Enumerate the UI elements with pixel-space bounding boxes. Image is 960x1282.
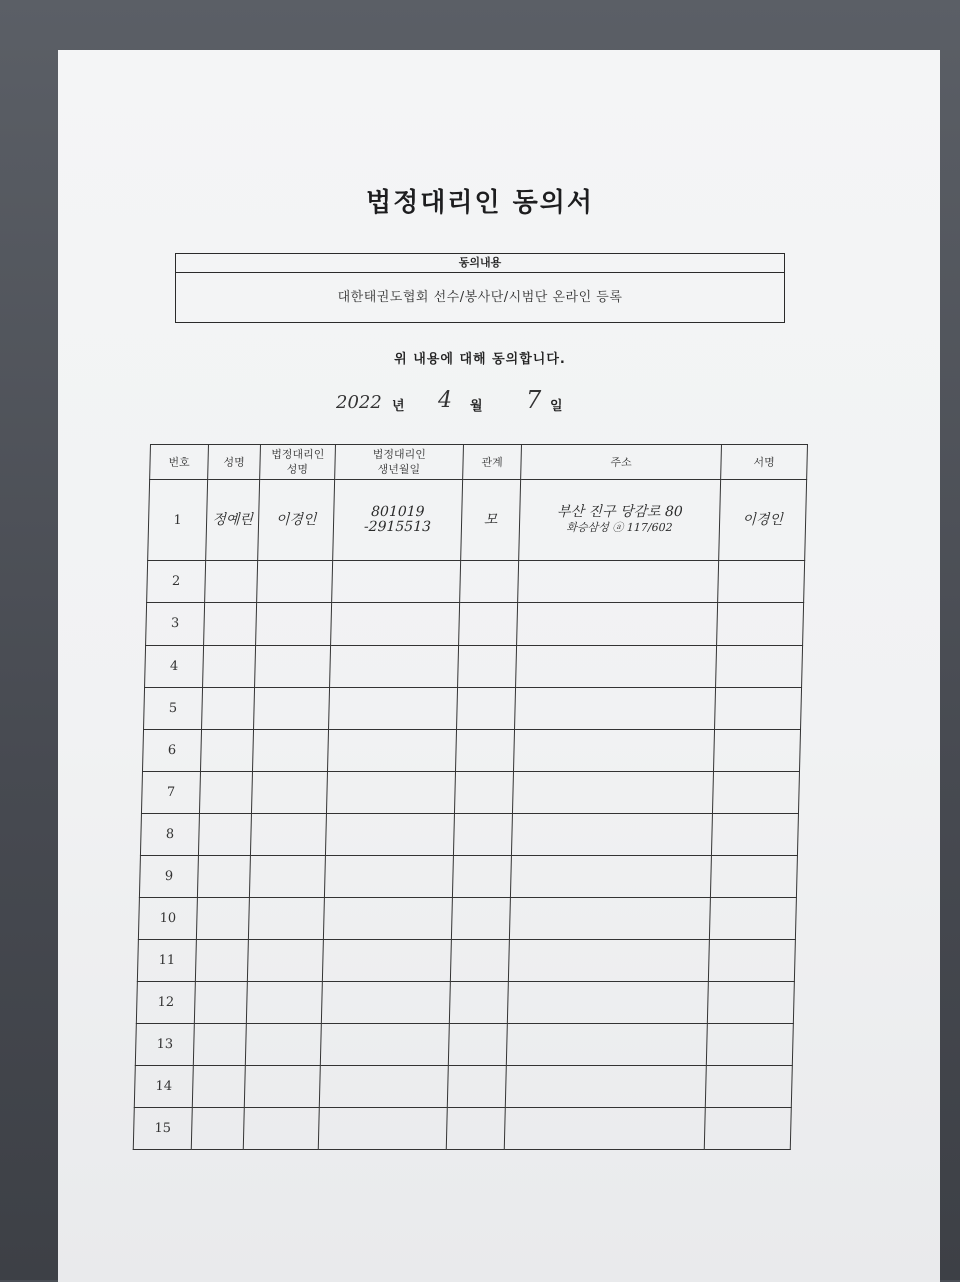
empty-cell <box>192 1065 245 1107</box>
consent-box <box>175 253 785 323</box>
document-title: 법정대리인 동의서 <box>366 188 594 218</box>
table-header-row <box>150 445 808 480</box>
header-relation: 관계 <box>463 445 522 480</box>
consent-body: 대한태권도협회 선수/봉사단/시범단 온라인 등록 <box>337 290 623 305</box>
row-number: 2 <box>147 561 206 603</box>
empty-cell <box>321 981 450 1023</box>
empty-cell <box>460 561 519 603</box>
empty-cell <box>197 855 250 897</box>
empty-cell <box>451 897 510 939</box>
date-day-unit: 일 <box>550 399 563 414</box>
empty-cell <box>253 729 329 771</box>
empty-cell <box>331 603 460 645</box>
empty-cell <box>193 1023 246 1065</box>
consent-header: 동의내용 <box>176 254 784 273</box>
empty-cell <box>322 939 451 981</box>
empty-cell <box>318 1107 447 1149</box>
participant-name-handwritten: 정예린 <box>206 480 260 561</box>
row-number: 8 <box>140 813 199 855</box>
address-line2: 화승삼성 ⓐ 117/602 <box>566 521 673 535</box>
date-day-handwritten: 7 <box>526 386 542 414</box>
empty-cell <box>249 855 325 897</box>
empty-cell <box>247 939 323 981</box>
table-row <box>133 1107 791 1149</box>
empty-cell <box>446 1107 505 1149</box>
empty-cell <box>718 561 805 603</box>
empty-cell <box>243 1107 319 1149</box>
table-row <box>140 813 798 855</box>
empty-cell <box>505 1065 706 1107</box>
empty-cell <box>251 771 327 813</box>
empty-cell <box>328 729 457 771</box>
empty-cell <box>515 687 716 729</box>
empty-cell <box>459 603 518 645</box>
empty-cell <box>710 855 797 897</box>
empty-cell <box>245 1023 321 1065</box>
row-number: 12 <box>136 981 195 1023</box>
empty-cell <box>257 561 333 603</box>
header-address: 주소 <box>521 445 722 480</box>
empty-cell <box>320 1023 449 1065</box>
empty-cell <box>319 1065 448 1107</box>
row-number: 15 <box>133 1107 192 1149</box>
header-no: 번호 <box>150 445 209 480</box>
empty-cell <box>458 645 517 687</box>
table-row <box>138 897 796 939</box>
empty-cell <box>457 687 516 729</box>
empty-cell <box>203 645 256 687</box>
row-number: 4 <box>145 645 204 687</box>
empty-cell <box>202 687 255 729</box>
empty-cell <box>453 813 512 855</box>
header-signature: 서명 <box>721 445 808 480</box>
table-row <box>137 939 795 981</box>
date-year-handwritten: 2022 <box>336 392 382 413</box>
date-year-unit: 년 <box>392 399 405 414</box>
row-number: 5 <box>144 687 203 729</box>
table-row <box>144 687 802 729</box>
empty-cell <box>717 603 804 645</box>
empty-cell <box>511 813 712 855</box>
row-number: 1 <box>148 480 208 561</box>
empty-cell <box>204 603 257 645</box>
guardian-birth-line2: -2915513 <box>363 519 432 536</box>
empty-cell <box>191 1107 244 1149</box>
empty-cell <box>246 981 322 1023</box>
date-month-handwritten: 4 <box>438 388 452 413</box>
empty-cell <box>330 645 459 687</box>
table-row <box>145 645 803 687</box>
address-line1: 부산 진구 당감로 80 <box>556 504 683 521</box>
empty-cell <box>711 813 798 855</box>
empty-cell <box>704 1107 791 1149</box>
empty-cell <box>255 645 331 687</box>
table-row <box>135 1023 793 1065</box>
empty-cell <box>195 939 248 981</box>
guardian-name-handwritten: 이경인 <box>258 480 335 561</box>
table-row <box>148 480 807 561</box>
empty-cell <box>198 813 251 855</box>
table-row <box>147 561 805 603</box>
empty-cell <box>449 981 508 1023</box>
row-number: 7 <box>141 771 200 813</box>
empty-cell <box>508 939 709 981</box>
empty-cell <box>326 771 455 813</box>
address-handwritten <box>519 480 721 561</box>
empty-cell <box>450 939 509 981</box>
empty-cell <box>715 687 802 729</box>
empty-cell <box>504 1107 705 1149</box>
empty-cell <box>194 981 247 1023</box>
empty-cell <box>323 897 452 939</box>
empty-cell <box>256 603 332 645</box>
row-number: 11 <box>137 939 196 981</box>
empty-cell <box>448 1023 507 1065</box>
empty-cell <box>201 729 254 771</box>
header-guardian-name-line2: 성명 <box>286 463 309 476</box>
row-number: 9 <box>139 855 198 897</box>
row-number: 13 <box>135 1023 194 1065</box>
empty-cell <box>518 561 719 603</box>
empty-cell <box>706 1023 793 1065</box>
header-guardian-birth-line2: 생년월일 <box>377 463 421 476</box>
agreement-statement: 위 내용에 대해 동의합니다. <box>394 352 566 367</box>
empty-cell <box>325 813 454 855</box>
empty-cell <box>244 1065 320 1107</box>
empty-cell <box>456 729 515 771</box>
empty-cell <box>205 561 258 603</box>
empty-cell <box>510 855 711 897</box>
empty-cell <box>705 1065 792 1107</box>
empty-cell <box>452 855 511 897</box>
empty-cell <box>509 897 710 939</box>
empty-cell <box>516 645 717 687</box>
empty-cell <box>447 1065 506 1107</box>
header-guardian-birth-line1: 법정대리인 <box>372 448 426 461</box>
empty-cell <box>707 981 794 1023</box>
table-row <box>139 855 797 897</box>
header-name: 성명 <box>208 445 261 480</box>
empty-cell <box>716 645 803 687</box>
empty-cell <box>709 897 796 939</box>
row-number: 3 <box>146 603 205 645</box>
empty-cell <box>248 897 324 939</box>
empty-cell <box>332 561 461 603</box>
header-guardian-name-line1: 법정대리인 <box>271 448 325 461</box>
header-guardian-name <box>260 445 336 480</box>
row-number: 10 <box>138 897 197 939</box>
empty-cell <box>254 687 330 729</box>
table-row <box>143 729 801 771</box>
consent-table <box>133 444 808 1150</box>
empty-cell <box>714 729 801 771</box>
row-number: 6 <box>143 729 202 771</box>
date-month-unit: 월 <box>470 399 483 414</box>
table-row <box>136 981 794 1023</box>
table-row <box>134 1065 792 1107</box>
empty-cell <box>708 939 795 981</box>
table-row <box>146 603 804 645</box>
empty-cell <box>199 771 252 813</box>
guardian-birth-line1: 801019 <box>370 504 425 521</box>
empty-cell <box>454 771 513 813</box>
row-number: 14 <box>134 1065 193 1107</box>
table-row <box>141 771 799 813</box>
empty-cell <box>250 813 326 855</box>
empty-cell <box>507 981 708 1023</box>
empty-cell <box>506 1023 707 1065</box>
empty-cell <box>196 897 249 939</box>
date-line <box>330 388 590 418</box>
guardian-birth-handwritten <box>333 480 463 561</box>
empty-cell <box>517 603 718 645</box>
signature-handwritten: 이경인 <box>719 480 807 561</box>
empty-cell <box>512 771 713 813</box>
header-guardian-birth <box>335 445 464 480</box>
empty-cell <box>324 855 453 897</box>
empty-cell <box>712 771 799 813</box>
empty-cell <box>514 729 715 771</box>
empty-cell <box>329 687 458 729</box>
relation-handwritten: 모 <box>461 480 521 561</box>
